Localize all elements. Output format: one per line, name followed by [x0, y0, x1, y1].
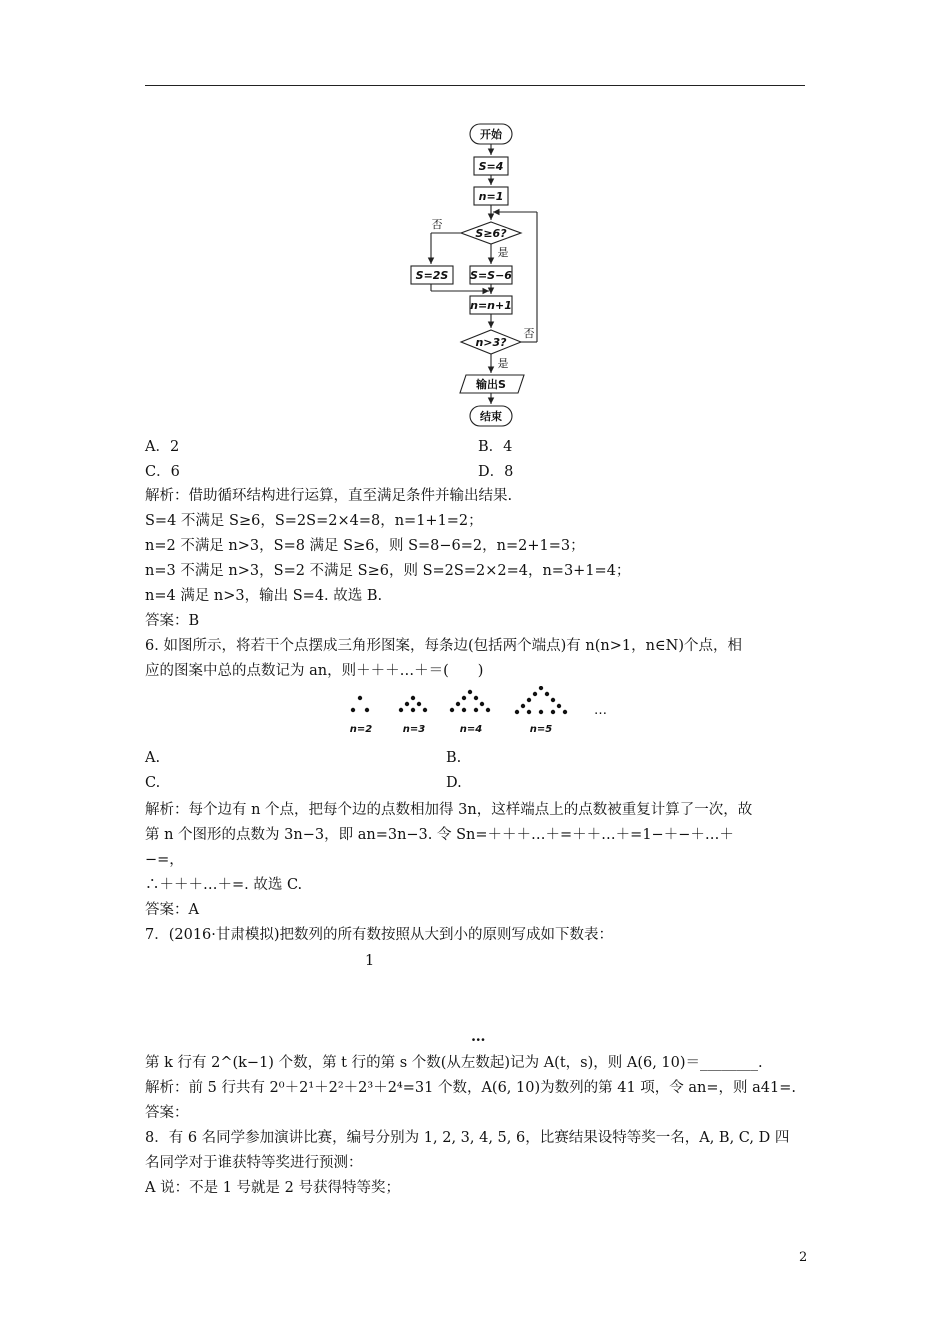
yes2-label: 是: [497, 357, 509, 370]
flowchart: [0, 0, 950, 440]
figure-ellipsis: …: [594, 703, 607, 718]
output-label: 输出S: [476, 378, 506, 391]
label-n3: n=3: [402, 724, 426, 735]
q5-solution-line-5: n=4 满足 n>3，输出 S=4. 故选 B.: [145, 588, 383, 604]
option-d: D．8: [478, 464, 514, 480]
cond1-label: S≥6?: [475, 227, 507, 240]
s-double-label: S=2S: [415, 269, 449, 282]
q7-stem-line-1: 7．(2016·甘肃模拟)把数列的所有数按照从大到小的原则写成如下数表：: [145, 927, 614, 943]
q5-solution-line-3: n=2 不满足 n>3，S=8 满足 S≥6，则 S=8−6=2，n=2+1=3；: [145, 538, 585, 554]
q6-option-a: A.: [145, 750, 161, 766]
triangle-dots-figure: [0, 686, 950, 746]
n-init-label: n=1: [478, 190, 504, 203]
q6-answer: 答案：A: [145, 902, 199, 918]
q6-solution-line-3: −=，: [145, 852, 184, 868]
q6-option-d: D.: [446, 775, 462, 791]
label-n5: n=5: [529, 724, 553, 735]
q6-stem-line-1: 6. 如图所示，将若干个点摆成三角形图案，每条边(包括两个端点)有 n(n>1，n∈N)个点，相: [145, 638, 742, 654]
q5-solution-line-2: S=4 不满足 S≥6，S=2S=2×4=8，n=1+1=2；: [145, 513, 483, 529]
end-label: 结束: [480, 410, 502, 423]
q7-stem-line-2: 第 k 行有 2^(k−1) 个数，第 t 行的第 s 个数(从左数起)记为 A(t，s)，则 A(6, 10)＝________.: [145, 1055, 763, 1071]
q8-stem-line-1: 8．有 6 名同学参加演讲比赛，编号分别为 1, 2, 3, 4, 5, 6，比赛结果设特等奖一名，A, B, C, D 四: [145, 1130, 790, 1146]
q7-table-dots: …: [471, 1028, 486, 1045]
q6-solution-line-1: 解析：每个边有 n 个点，把每个边的点数相加得 3n，这样端点上的点数被重复计算了一次，故: [145, 802, 753, 818]
cond2-label: n>3?: [475, 336, 507, 349]
option-a: A．2: [145, 439, 180, 455]
q6-solution-line-2: 第 n 个图形的点数为 3n−3，即 an=3n−3. 令 Sn=＋＋＋…＋=＋＋…＋=1−＋−＋…＋: [145, 827, 734, 843]
option-b: B．4: [478, 439, 513, 455]
s-init-label: S=4: [478, 160, 504, 173]
label-n2: n=2: [349, 724, 373, 735]
q8-stem-line-3: A 说：不是 1 号就是 2 号获得特等奖；: [145, 1180, 400, 1196]
q5-answer: 答案：B: [145, 613, 200, 629]
no1-label: 否: [431, 218, 443, 231]
q6-stem-line-2: 应的图案中总的点数记为 an，则＋＋＋…＋＝( ): [145, 663, 484, 679]
label-n4: n=4: [459, 724, 483, 735]
start-label: 开始: [480, 128, 502, 141]
n-inc-label: n=n+1: [470, 299, 512, 312]
q6-solution-line-4: ∴＋＋＋…＋=. 故选 C.: [145, 877, 303, 893]
s-minus-label: S=S−6: [470, 269, 512, 282]
q7-solution: 解析：前 5 行共有 2⁰＋2¹＋2²＋2³＋2⁴=31 个数，A(6, 10)为数列的第 41 项，令 an=，则 a41=.: [145, 1080, 797, 1096]
q6-option-b: B.: [446, 750, 462, 766]
page-number: 2: [799, 1250, 808, 1265]
option-c: C．6: [145, 464, 180, 480]
q8-stem-line-2: 名同学对于谁获特等奖进行预测：: [145, 1155, 363, 1171]
no2-label: 否: [523, 327, 535, 340]
q7-table-first: 1: [365, 953, 375, 969]
q7-answer: 答案：: [145, 1105, 189, 1121]
q5-solution-line-1: 解析：借助循环结构进行运算，直至满足条件并输出结果.: [145, 488, 513, 504]
q5-solution-line-4: n=3 不满足 n>3，S=2 不满足 S≥6，则 S=2S=2×2=4，n=3+1=4；: [145, 563, 631, 579]
q6-option-c: C.: [145, 775, 161, 791]
yes1-label: 是: [497, 246, 509, 259]
